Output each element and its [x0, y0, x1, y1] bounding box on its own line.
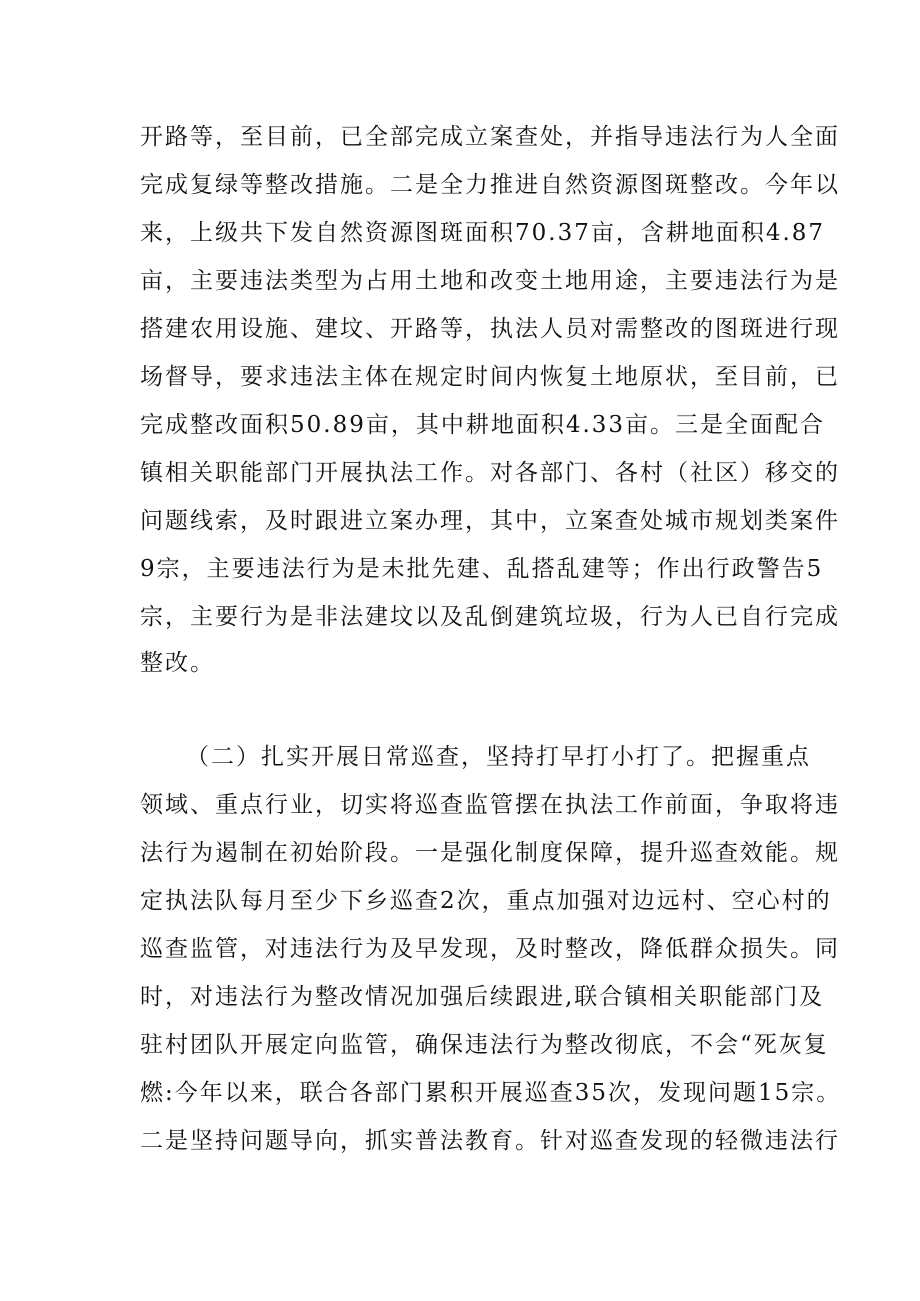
paragraph-line: 驻村团队开展定向监管，确保违法行为整改彻底，不会“死灰复	[140, 1032, 829, 1058]
section-heading-line: （二）扎实开展日常巡查，坚持打早打小打了。把握重点	[186, 744, 811, 770]
paragraph-line: 亩，主要违法类型为占用土地和改变土地用途，主要违法行为是	[140, 268, 840, 294]
paragraph-line: 完成复绿等整改措施。二是全力推进自然资源图斑整改。今年以	[140, 172, 840, 198]
paragraph-line: 搭建农用设施、建坟、开路等，执法人员对需整改的图斑进行现	[140, 316, 840, 342]
paragraph-line: 来，上级共下发自然资源图斑面积70.37亩，含耕地面积4.87	[140, 220, 826, 246]
paragraph-line: 完成整改面积50.89亩，其中耕地面积4.33亩。三是全面配合	[140, 412, 826, 438]
paragraph-line: 整改。	[140, 650, 215, 676]
paragraph-line: 9宗，主要违法行为是未批先建、乱搭乱建等；作出行政警告5	[140, 556, 824, 582]
paragraph-line: 问题线索，及时跟进立案办理，其中，立案查处城市规划类案件	[140, 508, 840, 534]
paragraph-line: 场督导，要求违法主体在规定时间内恢复土地原状，至目前，已	[140, 364, 840, 390]
paragraph-line: 开路等，至目前，已全部完成立案查处，并指导违法行为人全面	[140, 124, 840, 150]
paragraph-line: 巡查监管，对违法行为及早发现，及时整改，降低群众损失。同	[140, 936, 840, 962]
paragraph-line: 宗，主要行为是非法建坟以及乱倒建筑垃圾，行为人已自行完成	[140, 604, 840, 630]
paragraph-line: 燃:今年以来，联合各部门累积开展巡查35次，发现问题15宗。	[140, 1080, 842, 1106]
paragraph-line: 镇相关职能部门开展执法工作。对各部门、各村（社区）移交的	[140, 460, 840, 486]
paragraph-line: 法行为遏制在初始阶段。一是强化制度保障，提升巡查效能。规	[140, 840, 840, 866]
paragraph-line: 二是坚持问题导向，抓实普法教育。针对巡查发现的轻微违法行	[140, 1128, 840, 1154]
paragraph-line: 时，对违法行为整改情况加强后续跟进,联合镇相关职能部门及	[140, 984, 825, 1010]
paragraph-line: 定执法队每月至少下乡巡查2次，重点加强对边远村、空心村的	[140, 888, 832, 914]
paragraph-line: 领域、重点行业，切实将巡查监管摆在执法工作前面，争取将违	[140, 792, 840, 818]
